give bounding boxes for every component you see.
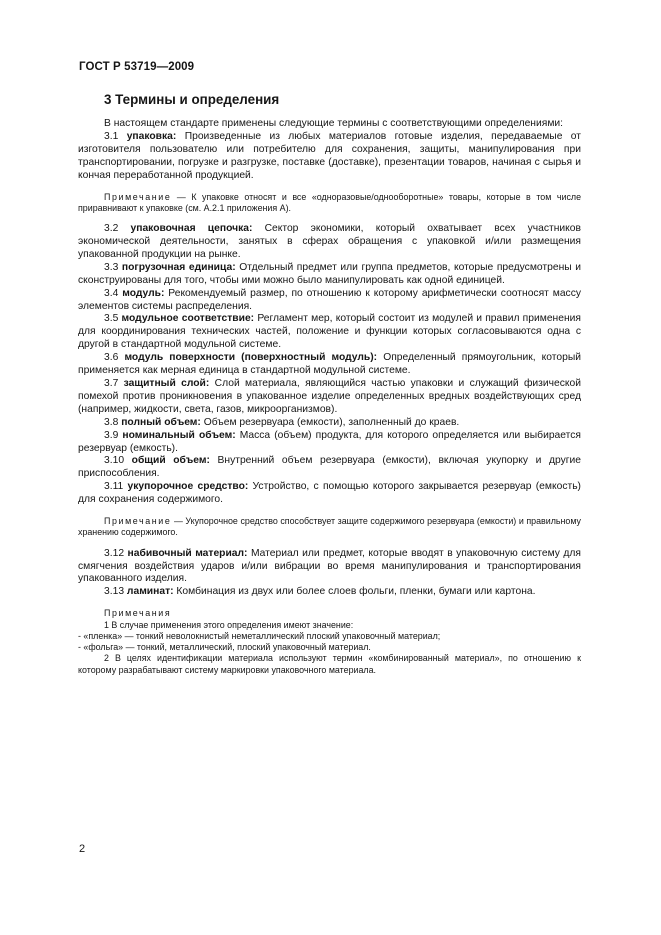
document-header: ГОСТ Р 53719—2009 <box>79 61 195 73</box>
note-text: — К упаковке относят и все «одноразовые/однооборотные» товары, которые в том числе приравнивают к упаковке (см. А.2.1 приложения А). <box>78 191 581 213</box>
term-definition: Объем резервуара (емкости), заполненный до краев. <box>200 416 460 428</box>
term-name: ламинат: <box>126 586 174 598</box>
term-definition: Материал или предмет, которые вводят в упаковочную систему для смягчения воздействия ударов и/или вибрации во время манипулирования и транспортирования упакованного изделия. <box>78 547 581 585</box>
term-name: укупорочное средство: <box>127 481 249 493</box>
page-number: 2 <box>79 843 86 855</box>
term-definition: Произведенные из любых материалов готовые изделия, передаваемые от изготовителя пользователю или потребителю для сохранения, защиты, манипулирования при транспортировании, погрузке и разгрузке, поставке (доставке), презентации товаров, начиная с сырья и кончая переработанной продукцией. <box>78 130 581 181</box>
term-3-2: 3.2 упаковочная цепочка: Сектор экономики, который охватывает всех участников экономической деятельности, занятых в сферах обращения с упаковкой и/или размещения упакованной продукции на рынке. <box>78 223 581 260</box>
term-definition: Масса (объем) продукта, для которого определяется или выбирается резервуар (емкость). <box>78 429 581 454</box>
term-3-5: 3.5 модульное соответствие: Регламент мер, который состоит из модулей и правил применения для координирования технических частей, положение и функции которых согласовываются одна с другой в стандартной модульной системе. <box>78 313 581 351</box>
term-name: погрузочная единица: <box>121 261 236 273</box>
term-name: полный объем: <box>121 416 201 428</box>
term-3-13: 3.13 ламинат: Комбинация из двух или более слоев фольги, пленки, бумаги или картона. <box>104 586 536 598</box>
term-3-3: 3.3 погрузочная единица: Отдельный предмет или группа предметов, которые предусмотрены и сконструированы для того, чтобы ими можно было манипулировать как одной единицей. <box>78 261 582 286</box>
note-3-1 <box>78 192 581 215</box>
term-name: модуль поверхности (поверхностный модуль): <box>124 352 378 364</box>
note-line: - «фольга» — тонкий, металлический, плоский упаковочный материал. <box>78 642 371 653</box>
notes-label: Примечания <box>104 608 172 619</box>
term-3-11: 3.11 укупорочное средство: Устройство, с помощью которого закрывается резервуар (емкость) для сохранения содержимого. <box>78 481 581 506</box>
section-body <box>78 118 581 676</box>
term-3-12: 3.12 набивочный материал: Материал или предмет, которые вводят в упаковочную систему для смягчения воздействия ударов и/или вибрации во время манипулирования и транспортирования упакованного изделия. <box>78 547 581 585</box>
note-line: - «пленка» — тонкий неволокнистый неметаллический плоский упаковочный материал; <box>78 630 441 641</box>
note-line: 1 В случае применения этого определения имеют значение: <box>104 619 354 630</box>
term-name: общий объем: <box>131 455 210 467</box>
term-number: 3.1 <box>104 130 119 142</box>
note-label: Примечание <box>104 516 172 527</box>
term-definition: Устройство, с помощью которого закрывается резервуар (емкость) для сохранения содержимого. <box>78 481 581 506</box>
term-definition: Слой материала, являющийся частью упаковки и служащий физической помехой против проникновения в упакованное изделие определенных вредных воздействующих сред (например, жидкости, света, газов, микроорганизмов). <box>78 378 581 415</box>
note-3-11 <box>78 516 581 539</box>
term-3-7: 3.7 защитный слой: Слой материала, являющийся частью упаковки и служащий физической помехой против проникновения в упакованное изделие определенных вредных воздействующих сред (например, жидкости, света, газов, микроорганизмов). <box>78 378 581 415</box>
term-3-8: 3.8 полный объем: Объем резервуара (емкости), заполненный до краев. <box>104 416 460 428</box>
term-name: защитный слой: <box>123 378 210 389</box>
term-definition: Комбинация из двух или более слоев фольги, пленки, бумаги или картона. <box>173 586 536 598</box>
term-3-10: 3.10 общий объем: Внутренний объем резервуара (емкости), включая укупорку и другие приспособления. <box>78 455 581 480</box>
term-3-1 <box>78 131 581 183</box>
term-name: упаковка: <box>126 130 177 142</box>
section-title: 3 Термины и определения <box>104 92 280 107</box>
term-3-6: 3.6 модуль поверхности (поверхностный модуль): Определенный прямоугольник, который применяется как мерная единица в стандартной модульной системе. <box>78 352 581 377</box>
term-definition: Внутренний объем резервуара (емкости), включая укупорку и другие приспособления. <box>78 455 581 480</box>
term-name: модуль: <box>122 287 165 299</box>
term-definition: Сектор экономики, который охватывает всех участников экономической деятельности, занятых в сферах обращения с упаковкой и/или размещения упакованной продукции на рынке. <box>78 223 581 260</box>
term-name: упаковочная цепочка: <box>130 223 253 235</box>
notes-3-13 <box>78 608 581 676</box>
term-definition: Регламент мер, который состоит из модулей и правил применения для координирования технических частей, положение и функции которых согласовываются одна с другой в стандартной модульной системе. <box>78 313 581 351</box>
term-definition: Отдельный предмет или группа предметов, которые предусмотрены и сконструированы для того, чтобы ими можно было манипулировать как одной единицей. <box>78 261 582 286</box>
term-name: набивочный материал: <box>127 547 248 559</box>
term-name: номинальный объем: <box>122 429 236 441</box>
term-name: модульное соответствие: <box>121 313 255 325</box>
note-line: 2 В целях идентификации материала используют термин «комбинированный материал», по отношению к которому разрабатывают систему маркировки упаковочного материала. <box>78 653 581 675</box>
term-3-4: 3.4 модуль: Рекомендуемый размер, по отношению к которому арифметически соотносят массу элементов системы распределения. <box>78 287 581 312</box>
note-text: — Укупорочное средство способствует защите содержимого резервуара (емкости) и правильному хранению содержимого. <box>78 516 581 538</box>
term-definition: Рекомендуемый размер, по отношению к которому арифметически соотносят массу элементов системы распределения. <box>78 287 581 312</box>
term-3-9: 3.9 номинальный объем: Масса (объем) продукта, для которого определяется или выбирается резервуар (емкость). <box>78 429 581 454</box>
intro-paragraph: В настоящем стандарте применены следующие термины с соответствующими определениями: <box>104 118 564 129</box>
note-label: Примечание <box>104 191 172 202</box>
term-definition: Определенный прямоугольник, который применяется как мерная единица в стандартной модульной системе. <box>78 352 581 377</box>
